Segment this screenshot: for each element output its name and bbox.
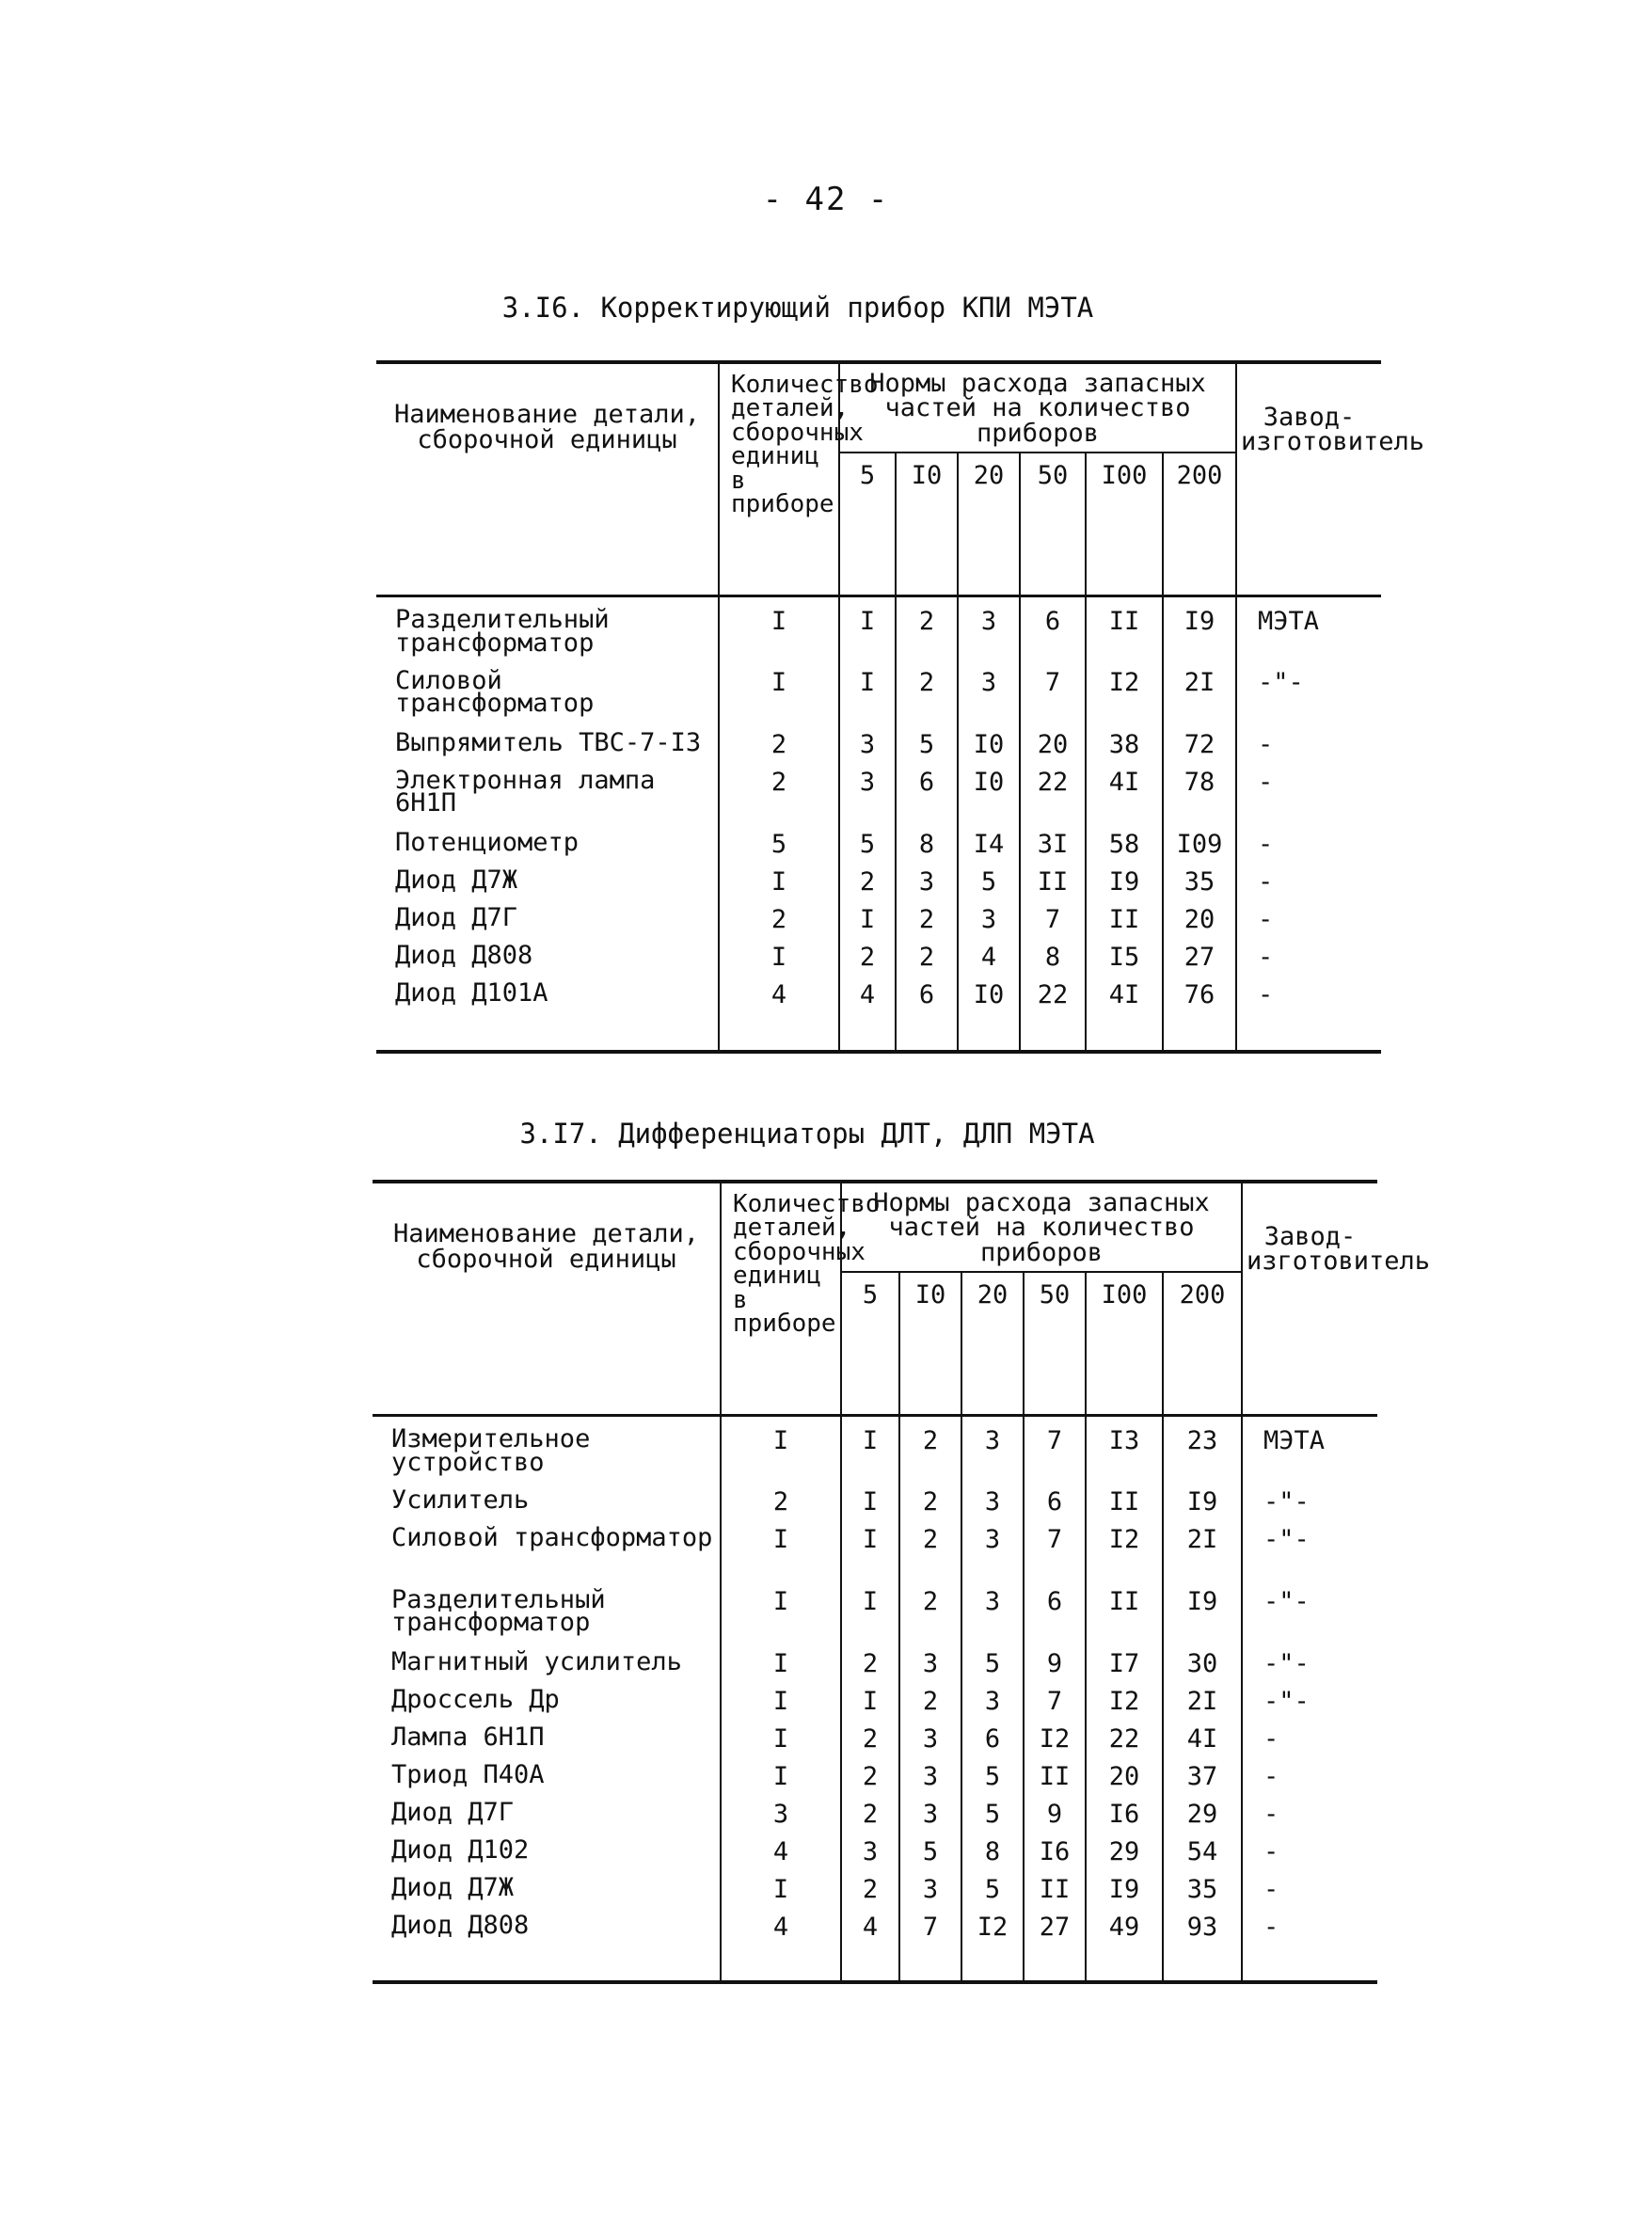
empty-cell <box>1086 1008 1163 1052</box>
spare-norm-value: II <box>1086 1578 1163 1640</box>
table-row <box>376 721 1381 758</box>
spare-norm-value: 38 <box>1086 721 1163 758</box>
spare-norm-value: I <box>839 596 896 659</box>
spare-norm-value: 54 <box>1163 1828 1242 1866</box>
spare-norm-value: I0 <box>958 758 1020 820</box>
spare-norm-value: 3 <box>961 1478 1024 1516</box>
empty-cell <box>961 1941 1024 1982</box>
spare-norm-value: 3 <box>958 896 1020 933</box>
part-name: Диод Д101А <box>376 971 719 1008</box>
spare-norm-value: 3 <box>839 758 896 820</box>
part-name: Силовой трансформатор <box>376 659 719 721</box>
spare-norm-value: 6 <box>1020 596 1086 659</box>
spare-norm-value: 5 <box>961 1866 1024 1903</box>
spare-norm-value: 6 <box>896 971 958 1008</box>
table1-header-norms: Нормы расхода запасных частей на количество приборов <box>839 362 1236 453</box>
spare-norm-value: 2 <box>896 596 958 659</box>
empty-cell <box>1163 1008 1236 1052</box>
spare-norm-value: I6 <box>1086 1790 1163 1828</box>
table1-grid <box>376 360 1425 1054</box>
part-name: Разделительный трансформатор <box>376 596 719 659</box>
spare-parts-table-1 <box>376 360 1425 1054</box>
spare-norm-value: 37 <box>1163 1753 1242 1790</box>
empty-cell <box>1086 1941 1163 1982</box>
spare-norm-value: 27 <box>1163 933 1236 971</box>
table2-body <box>373 1416 1377 1982</box>
spare-norm-value: 3 <box>899 1753 961 1790</box>
part-quantity: I <box>719 596 839 659</box>
part-name: Диод Д7Ж <box>373 1866 721 1903</box>
table2-header-count: 200 <box>1163 1272 1242 1416</box>
spare-norm-value: I9 <box>1086 858 1163 896</box>
part-name: Дроссель Др <box>373 1677 721 1715</box>
spare-norm-value: 23 <box>1163 1416 1242 1478</box>
table-bottom-spacer <box>376 1008 1381 1052</box>
spare-norm-value: II <box>1024 1753 1086 1790</box>
spare-norm-value: 4 <box>841 1903 899 1941</box>
spare-norm-value: 5 <box>961 1753 1024 1790</box>
spare-norm-value: 2 <box>841 1640 899 1677</box>
table2-header-norms: Нормы расхода запасных частей на количество приборов <box>841 1182 1242 1272</box>
table-row <box>373 1753 1377 1790</box>
table-row <box>376 659 1381 721</box>
spare-norm-value: 3 <box>961 1677 1024 1715</box>
part-name: Диод Д7Г <box>376 896 719 933</box>
spare-norm-value: 20 <box>1020 721 1086 758</box>
spare-norm-value: 7 <box>1020 896 1086 933</box>
spare-norm-value: II <box>1024 1866 1086 1903</box>
table-row <box>373 1677 1377 1715</box>
empty-cell <box>958 1008 1020 1052</box>
spare-norm-value: 2 <box>899 1416 961 1478</box>
spare-norm-value: I6 <box>1024 1828 1086 1866</box>
spare-norm-value: 9 <box>1024 1640 1086 1677</box>
spare-norm-value: I9 <box>1086 1866 1163 1903</box>
empty-cell <box>1236 1008 1381 1052</box>
manufacturer: - <box>1258 942 1274 972</box>
manufacturer: -"- <box>1258 667 1304 697</box>
manufacturer: МЭТА <box>1263 1426 1326 1456</box>
table-row <box>373 1578 1377 1640</box>
spare-norm-value: 3I <box>1020 820 1086 858</box>
spare-norm-value: 22 <box>1020 971 1086 1008</box>
spare-norm-value: I9 <box>1163 1478 1242 1516</box>
spare-norm-value: 3 <box>961 1516 1024 1578</box>
spare-norm-value: 2I <box>1163 1516 1242 1578</box>
spare-norm-value: 2 <box>896 659 958 721</box>
spare-norm-value: 2I <box>1163 1677 1242 1715</box>
spare-norm-value: II <box>1086 896 1163 933</box>
part-quantity: 4 <box>719 971 839 1008</box>
manufacturer: -"- <box>1263 1648 1310 1678</box>
spare-norm-value: I3 <box>1086 1416 1163 1478</box>
manufacturer: - <box>1263 1912 1279 1942</box>
table-row <box>376 896 1381 933</box>
part-quantity: 4 <box>721 1828 841 1866</box>
part-quantity: I <box>721 1640 841 1677</box>
spare-norm-value: I2 <box>961 1903 1024 1941</box>
part-quantity: 2 <box>721 1478 841 1516</box>
spare-norm-value: II <box>1086 596 1163 659</box>
spare-norm-value: I2 <box>1086 1677 1163 1715</box>
manufacturer: МЭТА <box>1258 607 1320 637</box>
spare-norm-value: 3 <box>839 721 896 758</box>
spare-norm-value: I <box>839 659 896 721</box>
spare-norm-value: 30 <box>1163 1640 1242 1677</box>
spare-norm-value: I <box>841 1416 899 1478</box>
spare-norm-value: I <box>841 1677 899 1715</box>
spare-norm-value: 2 <box>839 858 896 896</box>
spare-norm-value: 4I <box>1086 758 1163 820</box>
part-quantity: I <box>719 858 839 896</box>
manufacturer: - <box>1263 1723 1279 1754</box>
part-quantity: I <box>719 659 839 721</box>
spare-norm-value: 76 <box>1163 971 1236 1008</box>
table1-header-count: 50 <box>1020 453 1086 596</box>
table1-header-count: I0 <box>896 453 958 596</box>
spare-norm-value: 3 <box>841 1828 899 1866</box>
empty-cell <box>1024 1941 1086 1982</box>
empty-cell <box>373 1941 721 1982</box>
spare-norm-value: 3 <box>961 1578 1024 1640</box>
spare-norm-value: 2 <box>839 933 896 971</box>
part-quantity: I <box>719 933 839 971</box>
part-name: Усилитель <box>373 1478 721 1516</box>
table2-grid <box>373 1180 1431 1984</box>
part-name: Электронная лампа 6Н1П <box>376 758 719 820</box>
table-row <box>373 1903 1377 1941</box>
spare-norm-value: 3 <box>961 1416 1024 1478</box>
spare-norm-value: 8 <box>896 820 958 858</box>
empty-cell <box>376 1008 719 1052</box>
manufacturer: -"- <box>1263 1486 1310 1516</box>
spare-norm-value: I4 <box>958 820 1020 858</box>
spare-norm-value: 7 <box>899 1903 961 1941</box>
spare-norm-value: 9 <box>1024 1790 1086 1828</box>
table-row <box>373 1715 1377 1753</box>
spare-norm-value: I2 <box>1086 1516 1163 1578</box>
table1-header-count: I00 <box>1086 453 1163 596</box>
part-name: Диод Д7Г <box>373 1790 721 1828</box>
spare-norm-value: 4 <box>839 971 896 1008</box>
table-row <box>373 1516 1377 1578</box>
part-quantity: 5 <box>719 820 839 858</box>
part-quantity: I <box>721 1416 841 1478</box>
table-row <box>376 596 1381 659</box>
spare-norm-value: 29 <box>1086 1828 1163 1866</box>
part-quantity: 2 <box>719 896 839 933</box>
spare-norm-value: 3 <box>899 1715 961 1753</box>
manufacturer: - <box>1263 1874 1279 1904</box>
spare-norm-value: 5 <box>896 721 958 758</box>
table2-header-qty: Количество деталей, сборочных единиц в приборе <box>721 1182 841 1416</box>
spare-norm-value: I <box>841 1578 899 1640</box>
spare-norm-value: 5 <box>958 858 1020 896</box>
spare-norm-value: 5 <box>839 820 896 858</box>
part-name: Магнитный усилитель <box>373 1640 721 1677</box>
table-row <box>373 1790 1377 1828</box>
spare-norm-value: 7 <box>1024 1677 1086 1715</box>
table2-header-count: 5 <box>841 1272 899 1416</box>
spare-norm-value: 72 <box>1163 721 1236 758</box>
table1-header-qty: Количество деталей, сборочных единиц в приборе <box>719 362 839 596</box>
part-name: Измерительное устройство <box>373 1416 721 1478</box>
spare-norm-value: I0 <box>958 721 1020 758</box>
spare-norm-value: 2 <box>899 1578 961 1640</box>
spare-norm-value: 93 <box>1163 1903 1242 1941</box>
spare-norm-value: I09 <box>1163 820 1236 858</box>
spare-norm-value: 4I <box>1086 971 1163 1008</box>
spare-norm-value: 3 <box>958 659 1020 721</box>
spare-norm-value: 3 <box>899 1790 961 1828</box>
table-row <box>376 820 1381 858</box>
part-name: Диод Д7Ж <box>376 858 719 896</box>
table1-header-name: Наименование детали, сборочной единицы <box>376 362 719 596</box>
spare-norm-value: 6 <box>896 758 958 820</box>
table-row <box>373 1416 1377 1478</box>
page-number: - 42 - <box>762 181 890 218</box>
table2-header-count: I00 <box>1086 1272 1163 1416</box>
spare-norm-value: 20 <box>1086 1753 1163 1790</box>
part-quantity: I <box>721 1677 841 1715</box>
table-row <box>376 758 1381 820</box>
spare-norm-value: 7 <box>1024 1416 1086 1478</box>
spare-norm-value: 78 <box>1163 758 1236 820</box>
table1-header-count: 20 <box>958 453 1020 596</box>
spare-norm-value: 2 <box>896 933 958 971</box>
table2-header-name: Наименование детали, сборочной единицы <box>373 1182 721 1416</box>
spare-norm-value: 3 <box>899 1640 961 1677</box>
part-name: Диод Д102 <box>373 1828 721 1866</box>
spare-norm-value: 22 <box>1020 758 1086 820</box>
spare-norm-value: 2 <box>899 1516 961 1578</box>
spare-norm-value: 7 <box>1024 1516 1086 1578</box>
spare-norm-value: 20 <box>1163 896 1236 933</box>
spare-norm-value: 4I <box>1163 1715 1242 1753</box>
spare-norm-value: 29 <box>1163 1790 1242 1828</box>
part-quantity: I <box>721 1866 841 1903</box>
table2-header-count: 50 <box>1024 1272 1086 1416</box>
manufacturer: - <box>1258 829 1274 859</box>
empty-cell <box>721 1941 841 1982</box>
table-bottom-spacer <box>373 1941 1377 1982</box>
spare-norm-value: 3 <box>899 1866 961 1903</box>
spare-norm-value: 3 <box>896 858 958 896</box>
part-quantity: I <box>721 1578 841 1640</box>
manufacturer: - <box>1258 767 1274 797</box>
empty-cell <box>719 1008 839 1052</box>
part-name: Диод Д808 <box>376 933 719 971</box>
empty-cell <box>1163 1941 1242 1982</box>
part-name: Разделительный трансформатор <box>373 1578 721 1640</box>
manufacturer: - <box>1263 1836 1279 1866</box>
table2-header-maker: Завод-изготовитель <box>1242 1182 1377 1416</box>
spare-norm-value: 5 <box>961 1640 1024 1677</box>
manufacturer: -"- <box>1263 1524 1310 1554</box>
spare-norm-value: 7 <box>1020 659 1086 721</box>
spare-norm-value: I7 <box>1086 1640 1163 1677</box>
table-row <box>376 971 1381 1008</box>
spare-norm-value: 2I <box>1163 659 1236 721</box>
spare-norm-value: II <box>1086 1478 1163 1516</box>
spare-norm-value: I <box>841 1478 899 1516</box>
spare-norm-value: 2 <box>841 1753 899 1790</box>
part-quantity: 2 <box>719 758 839 820</box>
spare-norm-value: I <box>839 896 896 933</box>
spare-norm-value: 2 <box>841 1715 899 1753</box>
empty-cell <box>896 1008 958 1052</box>
manufacturer: -"- <box>1263 1586 1310 1616</box>
part-quantity: 4 <box>721 1903 841 1941</box>
spare-norm-value: 6 <box>961 1715 1024 1753</box>
spare-norm-value: 8 <box>961 1828 1024 1866</box>
spare-norm-value: 2 <box>841 1866 899 1903</box>
spare-norm-value: 35 <box>1163 1866 1242 1903</box>
spare-norm-value: I9 <box>1163 596 1236 659</box>
part-name: Выпрямитель ТВС-7-I3 <box>376 721 719 758</box>
empty-cell <box>1242 1941 1377 1982</box>
spare-norm-value: 2 <box>841 1790 899 1828</box>
part-name: Триод П40А <box>373 1753 721 1790</box>
manufacturer: - <box>1258 866 1274 897</box>
table1-header-count: 5 <box>839 453 896 596</box>
empty-cell <box>899 1941 961 1982</box>
manufacturer: - <box>1258 979 1274 1009</box>
table-row <box>373 1640 1377 1677</box>
table2-header-count: 20 <box>961 1272 1024 1416</box>
spare-norm-value: 2 <box>896 896 958 933</box>
part-quantity: 2 <box>719 721 839 758</box>
spare-norm-value: I9 <box>1163 1578 1242 1640</box>
manufacturer: -"- <box>1263 1686 1310 1716</box>
part-name: Лампа 6Н1П <box>373 1715 721 1753</box>
manufacturer: - <box>1258 904 1274 934</box>
part-name: Потенциометр <box>376 820 719 858</box>
spare-norm-value: 49 <box>1086 1903 1163 1941</box>
part-name: Силовой трансформатор <box>373 1516 721 1578</box>
spare-norm-value: 27 <box>1024 1903 1086 1941</box>
table2-title: 3.I7. Дифференциаторы ДЛТ, ДЛП МЭТА <box>519 1118 1095 1150</box>
table1-header-count: 200 <box>1163 453 1236 596</box>
empty-cell <box>1020 1008 1086 1052</box>
spare-norm-value: 5 <box>961 1790 1024 1828</box>
spare-norm-value: 8 <box>1020 933 1086 971</box>
table1-header-maker: Завод-изготовитель <box>1236 362 1381 596</box>
spare-norm-value: I2 <box>1024 1715 1086 1753</box>
spare-norm-value: I0 <box>958 971 1020 1008</box>
table-row <box>376 858 1381 896</box>
spare-norm-value: II <box>1020 858 1086 896</box>
table-row <box>376 933 1381 971</box>
empty-cell <box>841 1941 899 1982</box>
table-row <box>373 1866 1377 1903</box>
spare-norm-value: 4 <box>958 933 1020 971</box>
part-quantity: I <box>721 1715 841 1753</box>
table1-title: 3.I6. Корректирующий прибор КПИ МЭТА <box>501 292 1094 324</box>
spare-norm-value: 2 <box>899 1677 961 1715</box>
spare-norm-value: 58 <box>1086 820 1163 858</box>
spare-norm-value: 2 <box>899 1478 961 1516</box>
part-name: Диод Д808 <box>373 1903 721 1941</box>
spare-norm-value: I <box>841 1516 899 1578</box>
manufacturer: - <box>1258 729 1274 759</box>
table1-body <box>376 596 1381 1052</box>
spare-norm-value: 3 <box>958 596 1020 659</box>
table-row <box>373 1828 1377 1866</box>
spare-norm-value: 6 <box>1024 1478 1086 1516</box>
spare-parts-table-2 <box>373 1180 1431 1984</box>
part-quantity: 3 <box>721 1790 841 1828</box>
spare-norm-value: I2 <box>1086 659 1163 721</box>
empty-cell <box>839 1008 896 1052</box>
spare-norm-value: 35 <box>1163 858 1236 896</box>
table2-header-count: I0 <box>899 1272 961 1416</box>
spare-norm-value: 6 <box>1024 1578 1086 1640</box>
table-row <box>373 1478 1377 1516</box>
manufacturer: - <box>1263 1761 1279 1791</box>
part-quantity: I <box>721 1753 841 1790</box>
spare-norm-value: I5 <box>1086 933 1163 971</box>
spare-norm-value: 5 <box>899 1828 961 1866</box>
part-quantity: I <box>721 1516 841 1578</box>
spare-norm-value: 22 <box>1086 1715 1163 1753</box>
manufacturer: - <box>1263 1799 1279 1829</box>
